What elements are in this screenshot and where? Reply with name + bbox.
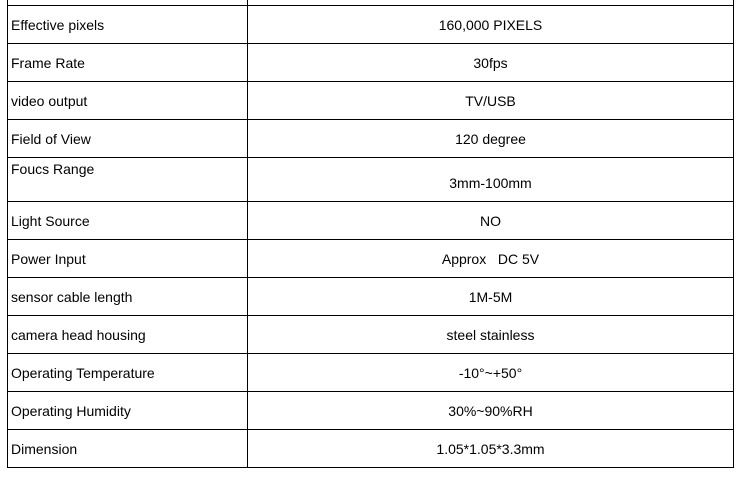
spec-value: TV/USB: [248, 82, 734, 120]
spec-value: -10°~+50°: [248, 354, 734, 392]
spec-value: 160,000 PIXELS: [248, 6, 734, 44]
spec-value: 120 degree: [248, 120, 734, 158]
table-row: [8, 240, 734, 278]
table-row: [8, 6, 734, 44]
table-row: [8, 44, 734, 82]
spec-label: Effective pixels: [8, 6, 248, 44]
spec-label: Power Input: [8, 240, 248, 278]
spec-value: 30%~90%RH: [248, 392, 734, 430]
spec-value: 1M-5M: [248, 278, 734, 316]
spec-label: Operating Humidity: [8, 392, 248, 430]
spec-label: Foucs Range: [8, 158, 248, 202]
spec-value: Approx DC 5V: [248, 240, 734, 278]
spec-value: 1.05*1.05*3.3mm: [248, 430, 734, 468]
spec-label: Operating Temperature: [8, 354, 248, 392]
spec-label: video output: [8, 82, 248, 120]
spec-value: 3mm-100mm: [248, 158, 734, 202]
spec-label: Frame Rate: [8, 44, 248, 82]
table-row: [8, 316, 734, 354]
table-row: [8, 354, 734, 392]
table-row: [8, 158, 734, 202]
spec-value: steel stainless: [248, 316, 734, 354]
spec-value: 30fps: [248, 44, 734, 82]
specification-table: [7, 0, 734, 468]
table-row: [8, 430, 734, 468]
table-row: [8, 392, 734, 430]
table-row: [8, 202, 734, 240]
spec-value: NO: [248, 202, 734, 240]
table-row: [8, 82, 734, 120]
spec-label: Light Source: [8, 202, 248, 240]
spec-label: Field of View: [8, 120, 248, 158]
table-row: [8, 120, 734, 158]
spec-label: Dimension: [8, 430, 248, 468]
spec-label: camera head housing: [8, 316, 248, 354]
spec-label: sensor cable length: [8, 278, 248, 316]
table-row: [8, 278, 734, 316]
